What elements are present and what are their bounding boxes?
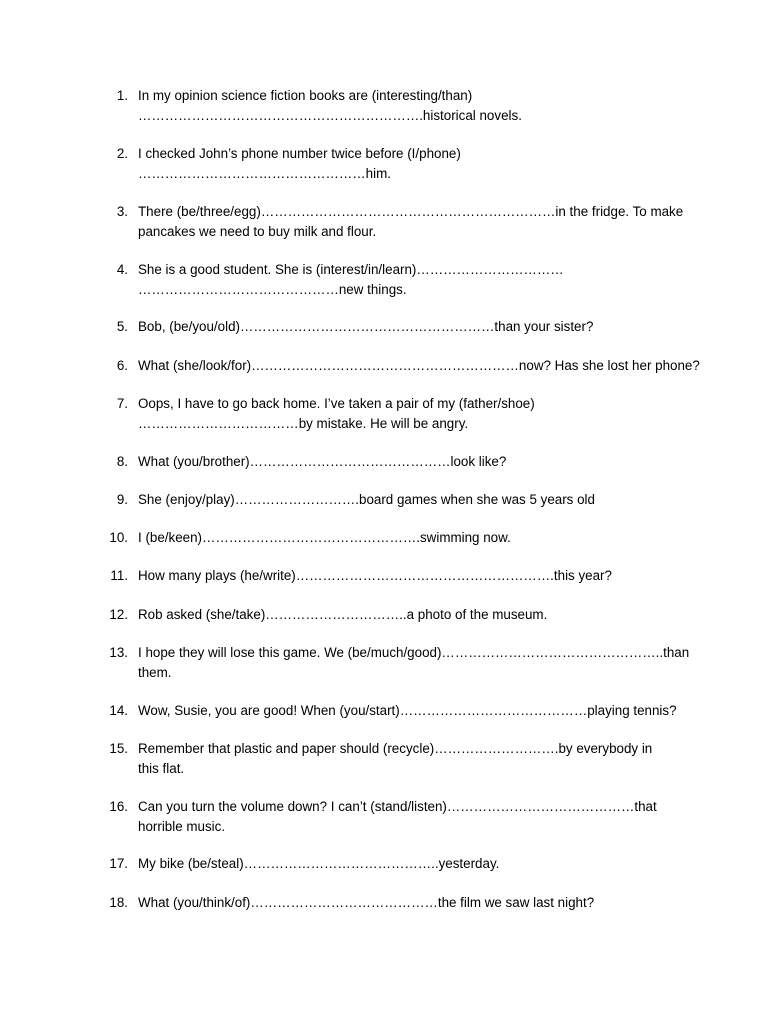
exercise-text: [138, 893, 683, 913]
exercise-line: I checked John’s phone number twice before (I/phone): [138, 146, 461, 161]
exercise-text: [138, 701, 683, 721]
exercise-text: [138, 643, 690, 682]
exercise-number: 14.: [109, 703, 128, 718]
exercise-number: 10.: [109, 530, 128, 545]
exercise-number: 2.: [116, 146, 128, 161]
exercise-line: In my opinion science fiction books are (interesting/than): [138, 88, 473, 103]
exercise-text: [138, 452, 683, 472]
exercise-line: this flat.: [138, 760, 185, 776]
exercise-line: My bike (be/steal)……………………………………..yesterday.: [138, 856, 500, 871]
exercise-line: ……………………………………………………….historical novels.: [138, 107, 522, 123]
exercise-text: [138, 854, 683, 874]
exercise-number: 8.: [116, 454, 128, 469]
exercise-line: ………………………………………new things.: [138, 281, 407, 297]
exercise-line: What (she/look/for)……………………………………………………now? Has she lost her phone?: [138, 358, 700, 373]
exercise-line: I (be/keen)………………………………………….swimming now.: [138, 530, 511, 545]
exercise-line: horrible music.: [138, 818, 226, 834]
exercise-text: [138, 605, 683, 625]
exercise-line: Bob, (be/you/old)…………………………………………………than your sister?: [138, 319, 594, 334]
exercise-number: 11.: [110, 568, 128, 583]
exercise-number: 1.: [116, 88, 128, 103]
exercise-text: [138, 739, 683, 778]
exercise-line: Remember that plastic and paper should (recycle)……………………….by everybody in: [138, 741, 653, 756]
exercise-number: 12.: [109, 607, 128, 622]
exercise-number: 4.: [116, 262, 128, 277]
exercise-line: Rob asked (she/take)…………………………..a photo of the museum.: [138, 607, 548, 622]
exercise-line: ……………………………………………him.: [138, 165, 391, 181]
exercise-text: [138, 144, 683, 183]
exercise-number: 6.: [116, 358, 128, 373]
exercise-line: Can you turn the volume down? I can’t (stand/listen)……………………………………that: [138, 799, 657, 814]
exercise-line: pancakes we need to buy milk and flour.: [138, 223, 377, 239]
exercise-line: She (enjoy/play)……………………….board games when she was 5 years old: [138, 492, 595, 507]
exercise-line: What (you/think/of)……………………………………the film we saw last night?: [138, 895, 595, 910]
exercise-line: What (you/brother)………………………………………look like?: [138, 454, 507, 469]
exercise-line: There (be/three/egg)…………………………………………………………in the fridge. To make: [138, 204, 684, 219]
exercise-line: I hope they will lose this game. We (be/much/good)…………………………………………..than: [138, 645, 690, 660]
exercise-number: 9.: [116, 492, 128, 507]
exercise-number: 5.: [116, 319, 128, 334]
exercise-line: How many plays (he/write)………………………………………………….this year?: [138, 568, 612, 583]
exercise-text: [138, 528, 683, 548]
exercise-number: 18.: [109, 895, 128, 910]
exercise-text: [138, 566, 683, 586]
exercise-line: Wow, Susie, you are good! When (you/start)……………………………………playing tennis?: [138, 703, 677, 718]
exercise-text: [138, 490, 683, 510]
exercise-text: [138, 797, 683, 836]
exercise-text: [138, 86, 683, 125]
exercise-number: 17.: [109, 856, 128, 871]
exercise-text: [138, 202, 683, 241]
exercise-line: Oops, I have to go back home. I’ve taken a pair of my (father/shoe): [138, 396, 535, 411]
exercise-number: 3.: [116, 204, 128, 219]
exercise-text: [138, 394, 683, 433]
exercise-line: She is a good student. She is (interest/in/learn)……………………………: [138, 262, 564, 277]
exercise-number: 15.: [109, 741, 128, 756]
exercise-line: ………………………………by mistake. He will be angry.: [138, 415, 469, 431]
exercise-number: 16.: [109, 799, 128, 814]
exercise-text: [138, 260, 683, 299]
exercise-text: [138, 356, 700, 376]
exercise-number: 13.: [109, 645, 128, 660]
exercise-line: them.: [138, 664, 172, 680]
exercise-text: [138, 317, 683, 337]
exercise-number: 7.: [116, 396, 128, 411]
